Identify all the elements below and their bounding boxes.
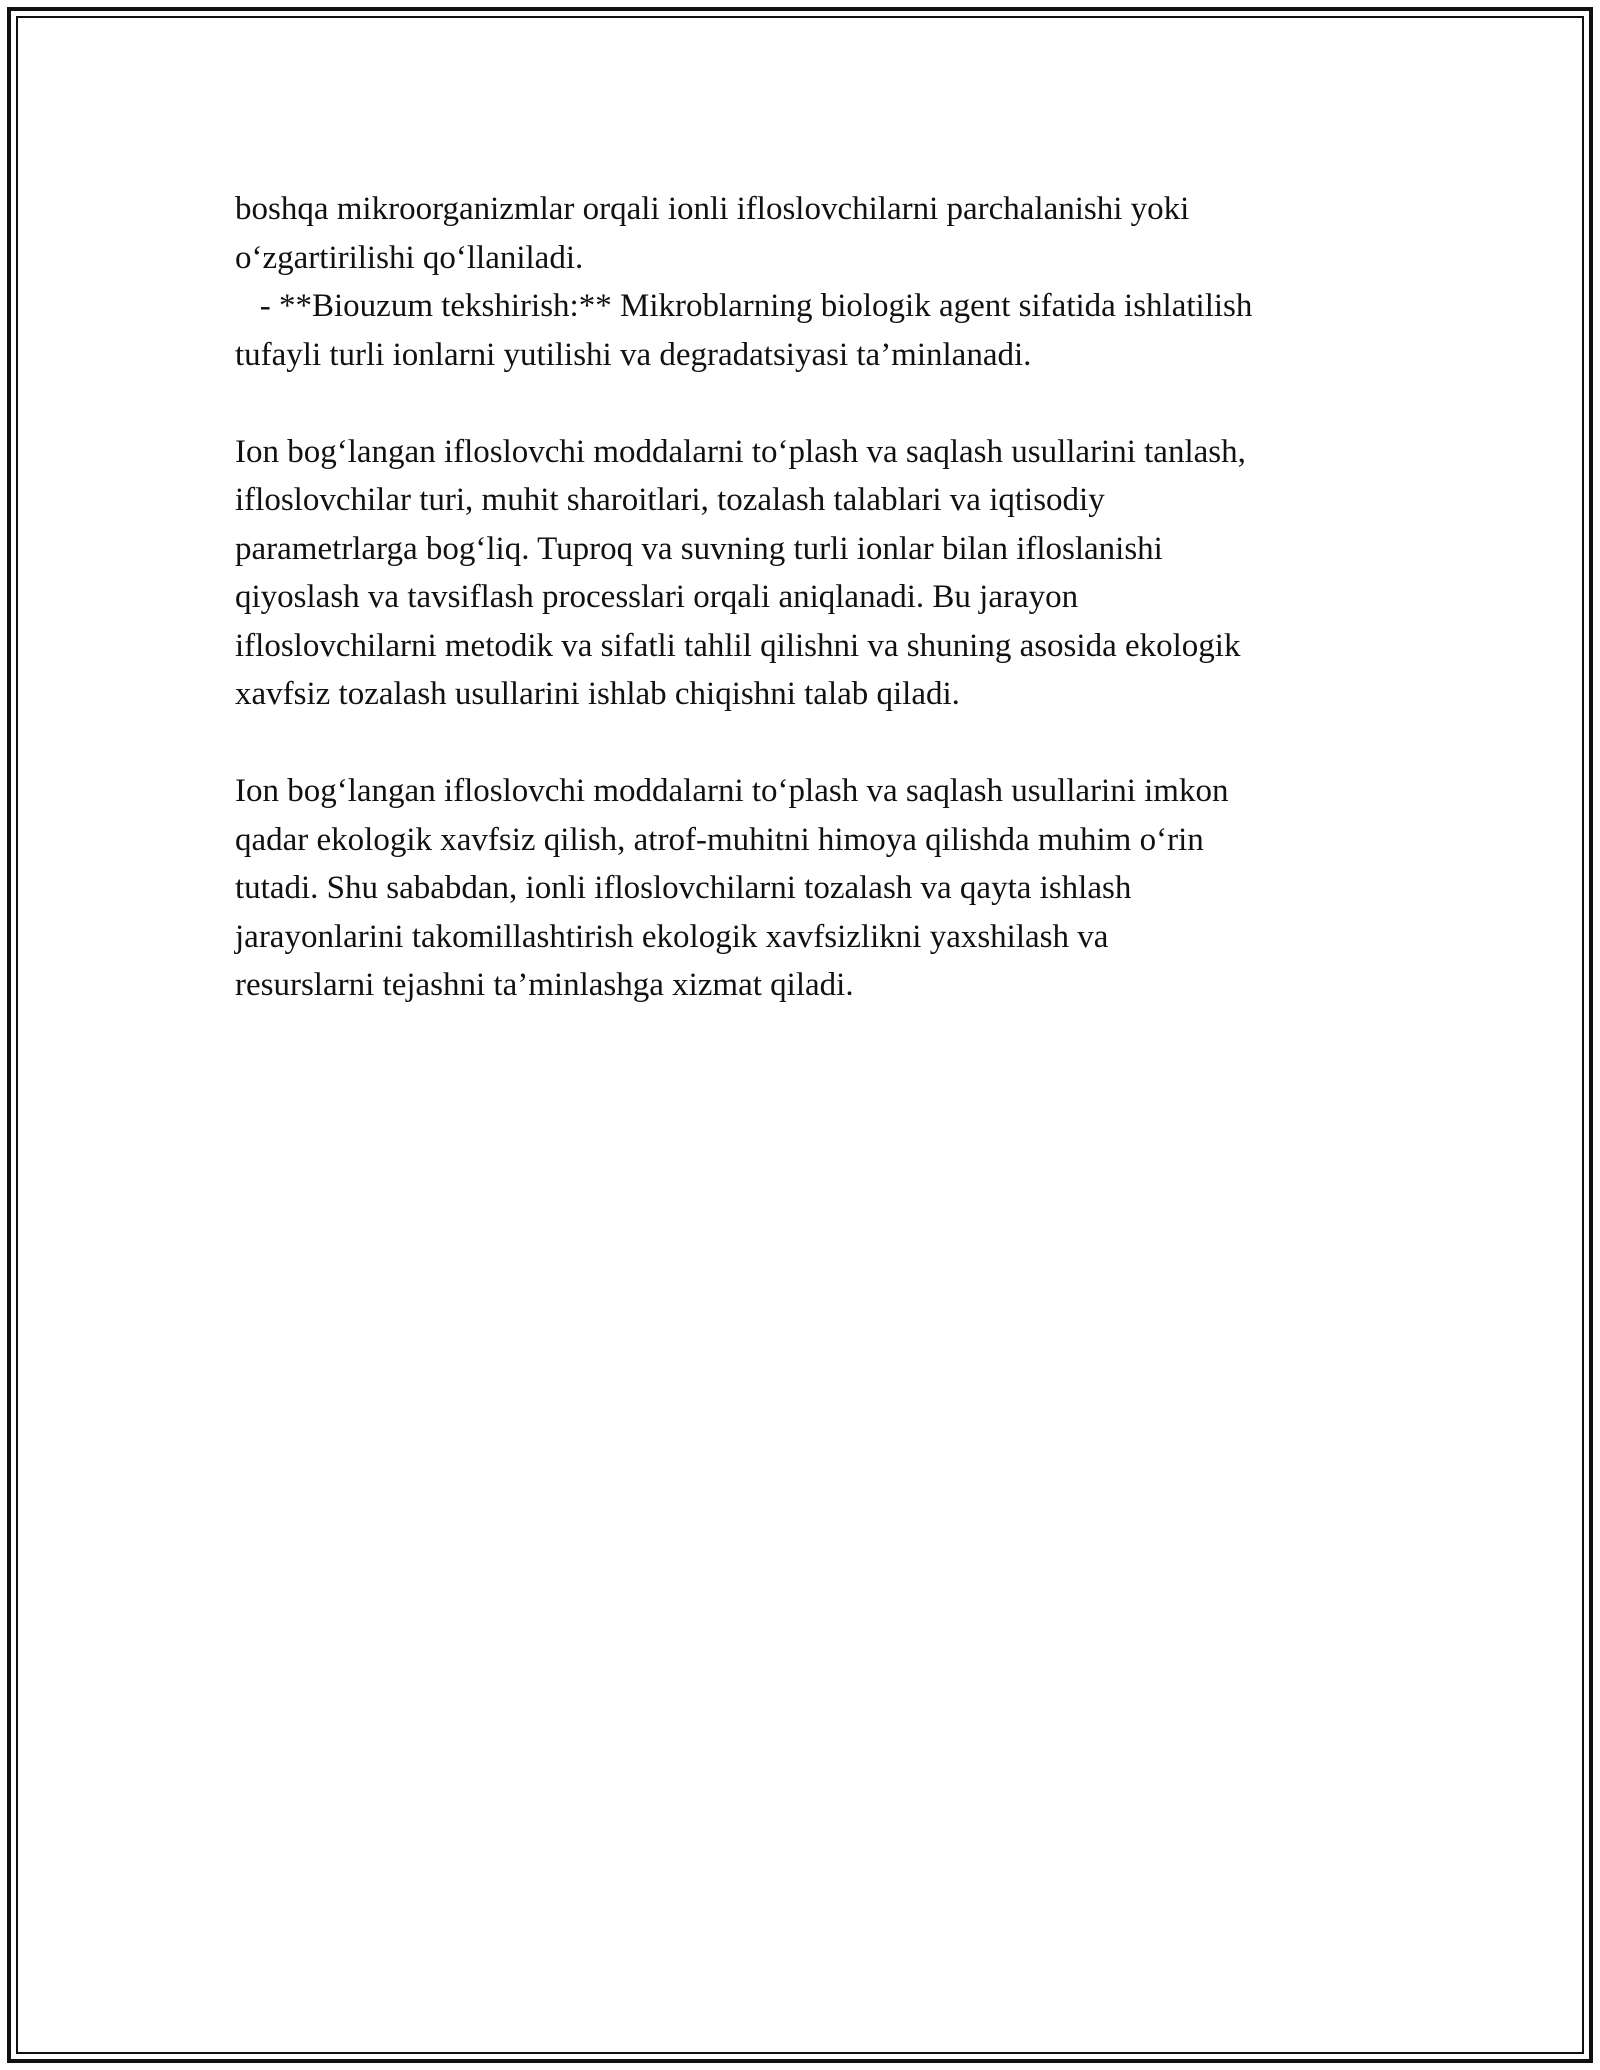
text-line: Ion bog‘langan ifloslovchi moddalarni to‘plash va saqlash usullarini tanlash,	[235, 433, 1246, 470]
paragraph-bioremediation-continued	[235, 185, 1385, 379]
text-line: boshqa mikroorganizmlar orqali ionli ifloslovchilarni parchalanishi yoki	[235, 191, 1190, 227]
text-line: ifloslovchilar turi, muhit sharoitlari, tozalash talablari va iqtisodiy	[235, 482, 1105, 518]
paragraph-spacer	[235, 379, 1385, 428]
text-line: parametrlarga bog‘liq. Tuproq va suvning turli ionlar bilan ifloslanishi	[235, 530, 1163, 567]
text-line: o‘zgartirilishi qo‘llaniladi.	[235, 239, 584, 276]
paragraph-conclusion	[235, 767, 1385, 1010]
text-line: xavfsiz tozalash usullarini ishlab chiqishni talab qiladi.	[235, 676, 960, 712]
text-line: jarayonlarini takomillashtirish ekologik xavfsizlikni yaxshilash va	[235, 918, 1109, 955]
text-line: qiyoslash va tavsiflash processlari orqali aniqlanadi. Bu jarayon	[235, 579, 1079, 615]
text-line: tufayli turli ionlarni yutilishi va degradatsiyasi ta’minlanadi.	[235, 336, 1032, 373]
text-line: - **Biouzum tekshirish:** Mikroblarning biologik agent sifatida ishlatilish	[235, 288, 1253, 324]
text-line: ifloslovchilarni metodik va sifatli tahlil qilishni va shuning asosida ekologik	[235, 627, 1241, 664]
document-body	[235, 185, 1385, 1010]
text-line: resurslarni tejashni ta’minlashga xizmat qiladi.	[235, 967, 854, 1003]
text-line: tutadi. Shu sababdan, ionli ifloslovchilarni tozalash va qayta ishlash	[235, 870, 1132, 906]
paragraph-spacer	[235, 719, 1385, 768]
text-line: Ion bog‘langan ifloslovchi moddalarni to‘plash va saqlash usullarini imkon	[235, 773, 1229, 809]
text-line: qadar ekologik xavfsiz qilish, atrof-muhitni himoya qilishda muhim o‘rin	[235, 821, 1204, 858]
paragraph-method-selection	[235, 428, 1385, 719]
